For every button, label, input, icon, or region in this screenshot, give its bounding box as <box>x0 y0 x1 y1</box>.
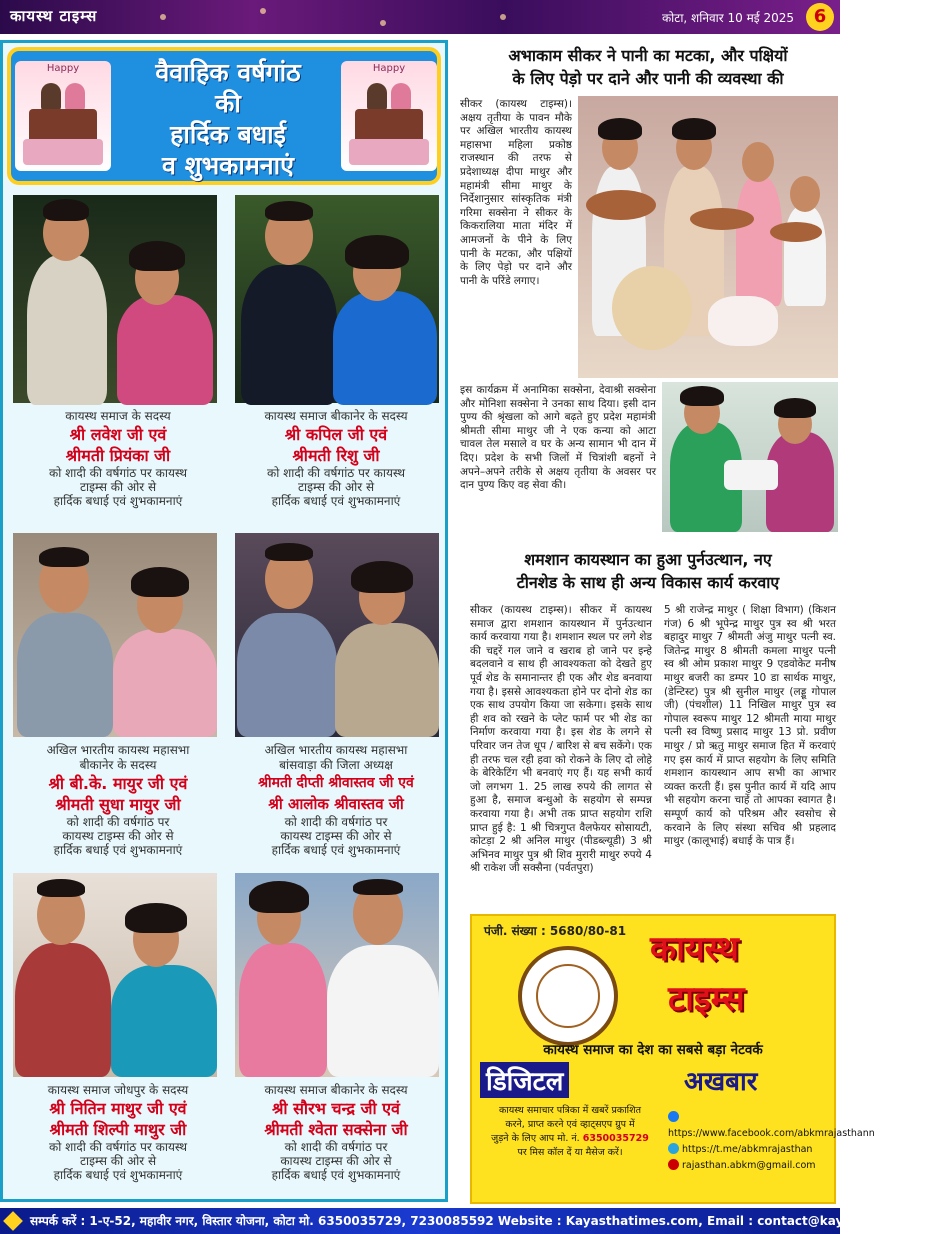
couple-name: श्री नितिन माथुर जी एवं <box>49 1099 187 1118</box>
couple-photo <box>235 873 439 1077</box>
banner-line: हार्दिक बधाई <box>170 120 286 149</box>
article2-column2: 5 श्री राजेन्द्र माथुर ( शिक्षा विभाग) (किशन गंज) 6 श्री भूपेन्द्र माथुर पुत्र स्व श्री भरत बहादुर माथुर 7 श्रीमती अंजु माथुर पत्नी स्व. जितेन्द्र माथुर 8 श्रीमती कमला माथुर पत्नी स्व श्री ओम प्रकाश माथुर 9 एडवोकेट मनीष माथुर बजरी का डम्पर 10 डा सार्थक माथुर, (डेन्टिस्ट) पुत्र श्री सुनील माथुर (लड्डू गोपाल जी) (पंचशील) 11 निखिल माथुर पुत्र स्व गोपाल स्वरूप माथुर 12 श्रीमती माया माथुर पत्नी स्व विष्णु प्रसाद माथुर 13 प्रो. प्रवीण माथुर / प्रो ऋतु माथुर समाज हित में करवाएं गए इस कार्य में प्राप्त सहयोग के लिए समिति शमशान कायस्थान आप सभी का आभार व्यक्त करती हैं। इस पुनीत कार्य में यदि आप भी सहयोग करना चाहें तो आपका स्वागत है। सम्पूर्ण कार्य को परिश्रम और स्वसोच से करवाने के लिए संस्था सचिव श्री प्रहलाद माथुर (कालूभाई) बधाई के पात्र हैं। <box>664 604 836 848</box>
card-caption: कायस्थ समाज बीकानेर के सदस्य <box>264 409 408 423</box>
card-message: हार्दिक बधाई एवं शुभकामनाएं <box>271 843 401 857</box>
kayastha-times-ad <box>470 914 875 1204</box>
ad-links <box>668 1110 875 1174</box>
decor-dot <box>500 14 506 20</box>
cake-layer <box>29 109 97 143</box>
telegram-icon <box>668 1143 679 1154</box>
facebook-link[interactable] <box>668 1110 875 1142</box>
card-caption: कायस्थ समाज के सदस्य <box>65 409 171 423</box>
card-message: को शादी की वर्षगांठ पर कायस्थ <box>266 466 406 480</box>
donation-photo <box>662 382 838 532</box>
couple-name: श्री लवेश जी एवं <box>69 425 167 444</box>
couple-name: श्रीमती दीप्ती श्रीवास्तव जी एवं <box>258 775 414 791</box>
ad-akhbar: अखबार <box>684 1067 758 1097</box>
newspaper-logo <box>518 946 618 1046</box>
card-message: हार्दिक बधाई एवं शुभकामनाएं <box>53 843 183 857</box>
couple-name: श्री कपिल जी एवं <box>284 425 388 444</box>
headline-line: के लिए पेड़ो पर दाने और पानी की व्यवस्था की <box>512 69 784 88</box>
link-text: https://www.facebook.com/abkmrajasthann <box>668 1128 875 1139</box>
greeting-card <box>13 743 223 857</box>
decor-dot <box>380 20 386 26</box>
card-message: हार्दिक बधाई एवं शुभकामनाएं <box>53 494 183 508</box>
registration-number: पंजी. संख्या : 5680/80-81 <box>484 924 627 938</box>
card-message: को शादी की वर्षगांठ पर <box>284 1140 388 1154</box>
promo-line: कायस्थ समाचार पत्रिका में खबरें प्रकाशित <box>498 1105 641 1116</box>
banner-line: व शुभकामनाएं <box>162 151 294 180</box>
greeting-card <box>13 1083 223 1182</box>
promo-line: पर मिस कॉल दें या मैसेज करें। <box>517 1147 623 1158</box>
couple-photo <box>235 533 439 737</box>
headline-line: टीनशेड के साथ ही अन्य विकास कार्य करवाए <box>516 573 780 592</box>
card-message: टाइम्स की ओर से <box>79 480 157 494</box>
article2-column1: सीकर (कायस्थ टाइम्स)। सीकर में कायस्थ समाज द्वारा शमशान कायस्थान में पुर्नउत्थान कार्य करवाया गया है। शमशान स्थल पर लगे शेड की चद्दरें गल जाने व खराब हो जाने पर इन्हे बदलवाने व साथ ही आवश्यकता को देखते हुए पूर्व शेड के समानान्तर ही एक और शेड बनवाया गया है। इससे आवश्यकता होने पर दोनो शेड का एक साथ उपयोग किया जा सकेगा। इसके साथ ही शव को रखने के प्लेट फार्म पर भी शेड का निर्माण करवाया गया है। इस शेड के लगने से परिवार जन तेज धूप / बारिश से बच सकेंगे। एक ही तरफ चल रही हवा को रोकने के लिए दो लोहे के बेरिकेटिंग भी बनवाएं गए हैं। यह सभी कार्य जो लगभग 1. 25 लाख रुपये की लागत से हुआ है, समाज बन्धुओ के सहयोग से सम्पन्न करवाया गया है। अभी तक प्राप्त सहयोग राशि प्राप्त हुई है: 1 श्री चित्रगुप्त वैलफेयर सोसायटी, कोटड़ा 2 श्री अनिल माथुर (पीडब्ल्यूडी) 3 श्री अभिनव माथुर पुत्र श्री शिव मुरारी माथुर रुपये 4 श्री राकेश जी सक्सैना (पर्वतपुरा) <box>470 604 652 875</box>
couple-name: श्रीमती प्रियंका जी <box>65 446 171 465</box>
couple-name: श्री बी.के. मायुर जी एवं <box>48 774 188 793</box>
cake-caption: Happy <box>46 63 80 74</box>
promo-line: करने, प्राप्त करने एवं व्हाट्सएप ग्रुप में <box>505 1119 635 1130</box>
couple-photo <box>235 195 439 403</box>
couple-photo <box>13 873 217 1077</box>
card-message: कायस्थ टाइम्स की ओर से <box>280 829 392 843</box>
card-message: हार्दिक बधाई एवं शुभकामनाएं <box>271 494 401 508</box>
headline-line: अभाकाम सीकर ने पानी का मटका, और पक्षियों <box>508 46 788 65</box>
banner-line: वैवाहिक वर्षगांठ <box>155 58 301 87</box>
couple-photo <box>13 533 217 737</box>
mail-icon <box>668 1159 679 1170</box>
cake-figure <box>367 83 387 111</box>
couple-name: श्रीमती सुधा मायुर जी <box>55 795 181 814</box>
card-caption: अखिल भारतीय कायस्थ महासभा बीकानेर के सदस्य <box>46 743 190 772</box>
contact-footer <box>0 1208 951 1234</box>
couple-photo <box>13 195 217 403</box>
ad-digital: डिजिटल <box>480 1062 569 1098</box>
footer-diamond-icon <box>3 1211 23 1231</box>
headline-line: शमशान कायस्थान का हुआ पुर्नउत्थान, नए <box>524 550 772 569</box>
card-message: हार्दिक बधाई एवं शुभकामनाएं <box>271 1168 401 1182</box>
ad-title: कायस्थ <box>650 929 739 969</box>
card-message: को शादी की वर्षगांठ पर <box>66 815 170 829</box>
decor-dot <box>260 8 266 14</box>
banner-line: की <box>215 89 241 118</box>
card-message: कायस्थ टाइम्स की ओर से <box>280 1154 392 1168</box>
cake-layer <box>355 109 423 143</box>
cake-figure <box>41 83 61 111</box>
article2-headline <box>456 548 840 594</box>
couple-name: श्री आलोक श्रीवास्तव जी <box>268 795 404 813</box>
decor-dot <box>160 14 166 20</box>
article1-headline <box>456 44 840 90</box>
greetings-panel <box>0 40 448 1202</box>
brand-name: कायस्थ टाइम्स <box>10 7 98 25</box>
card-message: को शादी की वर्षगांठ पर कायस्थ <box>48 1140 188 1154</box>
cake-figure <box>65 83 85 111</box>
cake-image <box>15 61 111 171</box>
anniversary-banner <box>7 47 441 185</box>
cake-layer <box>23 139 103 165</box>
cake-caption: Happy <box>372 63 406 74</box>
promo-line: जुड़ने के लिए आप मो. नं. <box>491 1133 580 1144</box>
card-message: को शादी की वर्षगांठ पर <box>284 815 388 829</box>
couple-name: श्रीमती श्वेता सक्सेना जी <box>264 1120 408 1139</box>
greeting-card <box>13 409 223 508</box>
couple-name: श्रीमती रिशु जी <box>292 446 380 465</box>
issue-date: कोटा, शनिवार 10 मई 2025 <box>661 11 794 25</box>
email-link[interactable] <box>668 1158 875 1174</box>
card-message: टाइम्स की ओर से <box>297 480 375 494</box>
women-with-pots-photo <box>578 96 838 378</box>
link-text: rajasthan.abkm@gmail.com <box>682 1160 816 1171</box>
card-message: टाइम्स की ओर से <box>79 1154 157 1168</box>
card-caption: कायस्थ समाज जोधपुर के सदस्य <box>47 1083 189 1097</box>
facebook-icon <box>668 1111 679 1122</box>
card-caption: अखिल भारतीय कायस्थ महासभा बांसवाड़ा की जिला अध्यक्ष <box>264 743 408 772</box>
couple-name: श्रीमती शिल्पी माथुर जी <box>49 1120 187 1139</box>
card-message: हार्दिक बधाई एवं शुभकामनाएं <box>53 1168 183 1182</box>
page-number: 6 <box>806 3 834 31</box>
card-message: कायस्थ टाइम्स की ओर से <box>62 829 174 843</box>
card-caption: कायस्थ समाज बीकानेर के सदस्य <box>264 1083 408 1097</box>
cake-image <box>341 61 437 171</box>
promo-phone: 6350035729 <box>582 1133 649 1144</box>
ad-tagline: कायस्थ समाज का देश का सबसे बड़ा नेटवर्क <box>543 1042 763 1058</box>
greeting-card <box>231 409 441 508</box>
masthead-bar <box>0 0 840 34</box>
ad-promo <box>480 1104 660 1160</box>
link-text: https://t.me/abkmrajasthan <box>682 1144 813 1155</box>
article1-wide-text: इस कार्यक्रम में अनामिका सक्सेना, देवाश्री सक्सेना और मोनिशा सक्सेना ने उनका साथ दिया। इसी दान पुण्य की श्रृंखला को आगे बढ़ते हुए प्रदेश महामंत्री श्रीमती सीमा माथुर जी ने एक कन्या को आटा चावल तेल मसाले व घर के अन्य सामान भी दान में दिए। प्रदेश के सभी जिलों में चित्रांशी बहनों ने अपने–अपने तरीके से अक्षय तृतीया के अवसर पर दान पुण्य किए वह सेवा की। <box>460 384 656 492</box>
cake-layer <box>349 139 429 165</box>
greeting-card <box>231 1083 441 1182</box>
article1-column-text: सीकर (कायस्थ टाइम्स)। अक्षय तृतीया के पावन मौके पर अखिल भारतीय कायस्थ महासभा महिला प्रकोष्ठ राजस्थान की तरफ से प्रदेशाध्यक्ष दीपा माथुर और महामंत्री सीमा माथुर के निर्देशानुसार सांस्कृतिक मंत्री गरिमा सक्सेना ने सीकर के किकरालिया माता मंदिर में आमजनों के पीने के लिए पानी के मटका, और पक्षियों के लिए पेड़ो पर दाने और पानी के परिंडे लगाए। <box>460 98 572 287</box>
banner-text <box>115 57 341 181</box>
telegram-link[interactable] <box>668 1142 875 1158</box>
couple-name: श्री सौरभ चन्द्र जी एवं <box>272 1099 400 1118</box>
cake-figure <box>391 83 411 111</box>
footer-contact-text: सम्पर्क करें : 1-ए-52, महावीर नगर, विस्तार योजना, कोटा मो. 6350035729, 7230085592 Website : Kayasthatimes.com, Email : contact@kayasthatimes.com <box>30 1214 951 1228</box>
card-message: को शादी की वर्षगांठ पर कायस्थ <box>48 466 188 480</box>
greeting-card <box>231 743 441 857</box>
ad-title: टाइम्स <box>668 979 745 1019</box>
